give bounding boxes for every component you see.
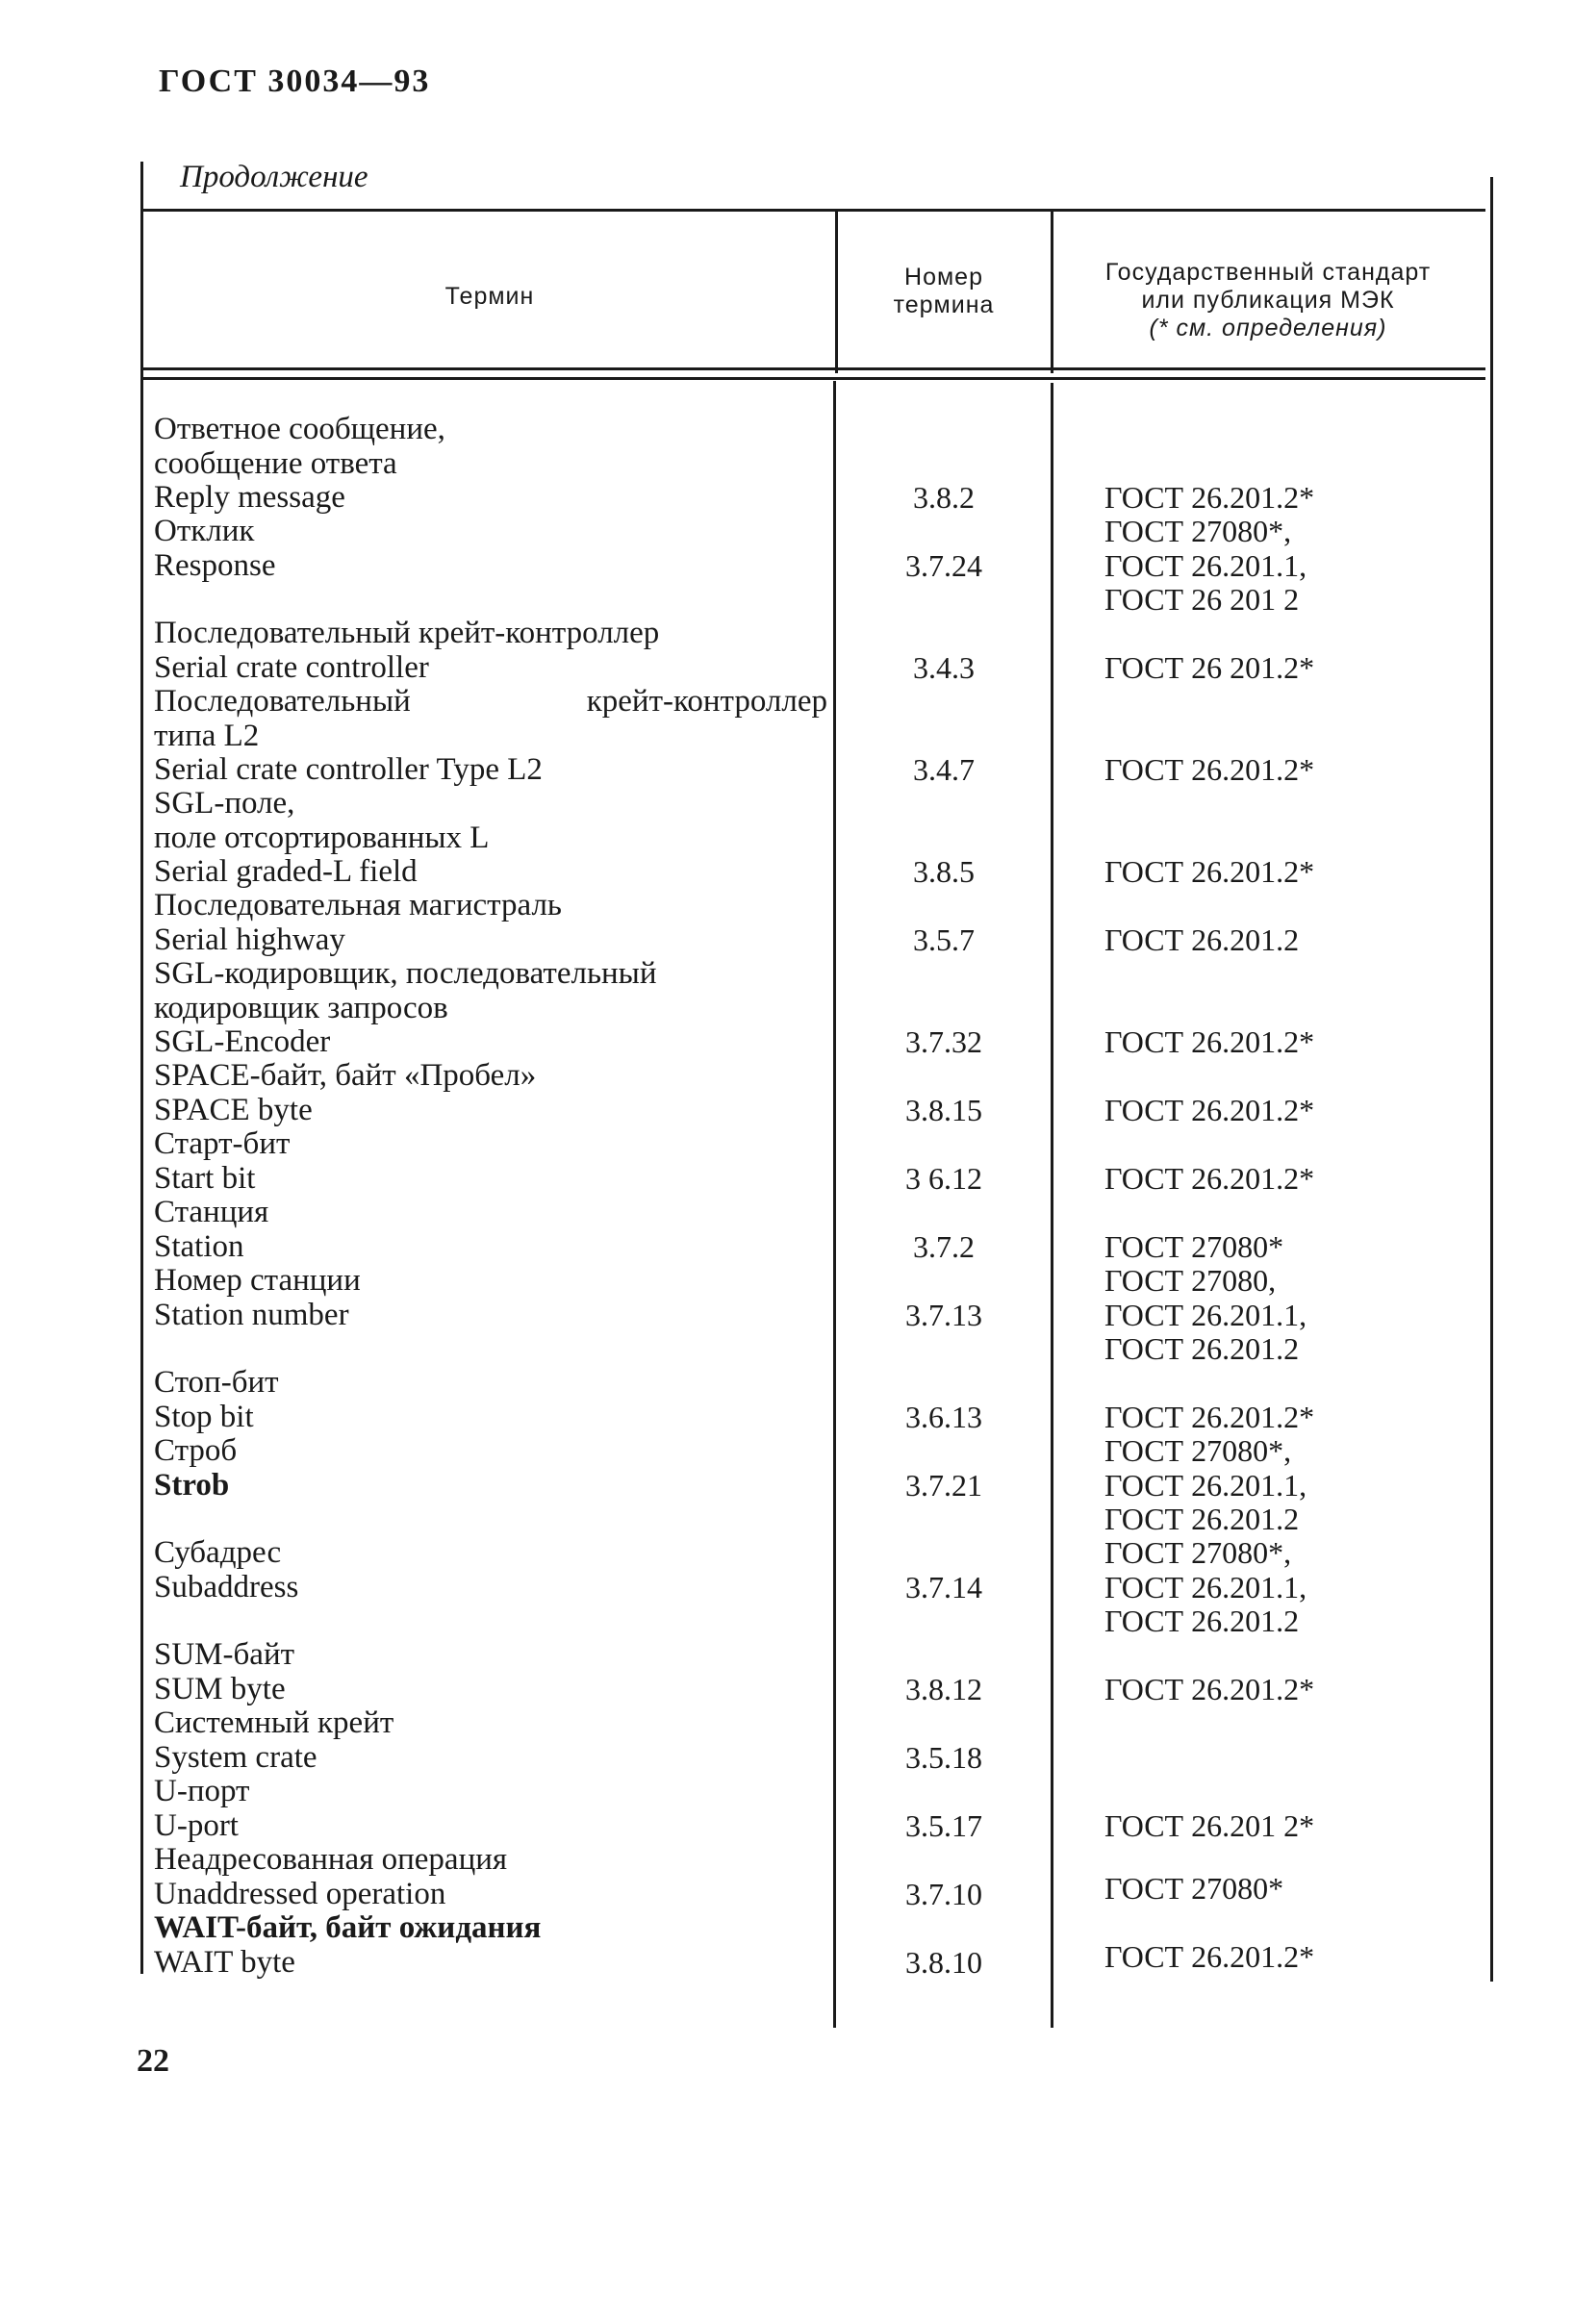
standard-line: ГОСТ 26.201.1, — [1104, 547, 1307, 583]
term-line: SPACE byte — [154, 1092, 313, 1127]
term-number: 3.7.13 — [905, 1298, 982, 1332]
standard-cell — [1104, 1264, 1489, 1367]
term-number: 3.8.5 — [913, 854, 975, 889]
term-line: Strob — [154, 1467, 230, 1503]
term-line: SUM-байт — [154, 1637, 295, 1672]
term-cell — [154, 957, 827, 1060]
body-col-divider-2 — [1051, 383, 1053, 2028]
standard-line: ГОСТ 26.201 2* — [1104, 1808, 1315, 1843]
column-header-standard — [1053, 259, 1484, 342]
term-line: SPACE-байт, байт «Пробел» — [154, 1058, 537, 1093]
standard-line: ГОСТ 27080* — [1104, 1229, 1284, 1264]
term-number: 3.5.17 — [905, 1808, 982, 1843]
term-line: Старт-бит — [154, 1126, 291, 1161]
term-number: 3.8.12 — [905, 1672, 982, 1706]
term-cell — [154, 889, 827, 957]
term-number: 3.5.18 — [905, 1740, 982, 1775]
term-line: SGL-кодировщик, последовательный — [154, 956, 657, 991]
term-line: Serial crate controller Type L2 — [154, 752, 543, 787]
column-header-standard-line: Государственный стандарт — [1104, 259, 1432, 286]
standard-cell — [1104, 1025, 1489, 1060]
term-number: 3.7.14 — [905, 1570, 982, 1604]
term-line: Последовательная магистраль — [154, 888, 562, 922]
standard-cell — [1104, 1809, 1489, 1844]
column-header-standard-line: или публикация МЭК — [1141, 287, 1395, 314]
term-cell — [154, 1059, 827, 1127]
term-line: Station number — [154, 1297, 349, 1332]
term-line: поле отсортированных L — [154, 820, 490, 855]
term-line: Строб — [154, 1433, 238, 1468]
standard-cell — [1104, 753, 1489, 788]
term-line: Unaddressed operation — [154, 1876, 446, 1911]
standard-cell — [1104, 1401, 1489, 1435]
term-cell — [154, 617, 827, 685]
standard-cell — [1104, 1162, 1489, 1197]
term-cell — [154, 1127, 827, 1196]
term-cell — [154, 413, 827, 516]
term-line: WAIT-байт, байт ожидания — [154, 1910, 542, 1945]
term-line: Serial highway — [154, 922, 345, 957]
term-number: 3.4.3 — [913, 650, 975, 685]
term-number: 3.8.10 — [905, 1945, 982, 1980]
standard-line: ГОСТ 26 201.2* — [1104, 650, 1315, 685]
standard-line: ГОСТ 26.201.2* — [1104, 1939, 1315, 1974]
standard-line: ГОСТ 26.201.2 — [1104, 922, 1300, 957]
standard-line: ГОСТ 26.201.2 — [1104, 1331, 1300, 1366]
term-cell — [154, 1911, 827, 1980]
term-number: 3.8.2 — [913, 480, 975, 515]
standard-cell — [1104, 651, 1489, 686]
term-cell — [154, 1843, 827, 1911]
term-cell — [154, 1706, 827, 1775]
term-number: 3.6.13 — [905, 1400, 982, 1434]
term-word: крейт-контроллер — [586, 684, 827, 719]
term-line: Неадресованная операция — [154, 1842, 508, 1877]
table-top-rule — [142, 209, 1485, 212]
term-line: U-port — [154, 1807, 239, 1843]
term-line: Стоп-бит — [154, 1365, 279, 1400]
term-cell — [154, 1775, 827, 1843]
term-line: SGL-Encoder — [154, 1024, 331, 1059]
column-header-term: Термин — [444, 283, 535, 310]
page-number: 22 — [137, 2043, 169, 2079]
standard-line: ГОСТ 27080* — [1104, 1871, 1284, 1906]
column-header-number-line: Номер — [904, 264, 983, 290]
term-line — [154, 685, 827, 720]
standard-line: ГОСТ 26.201.1, — [1104, 1297, 1307, 1332]
standard-cell — [1104, 1940, 1489, 1975]
standard-line: ГОСТ 27080*, — [1104, 1535, 1292, 1570]
term-line: Serial crate controller — [154, 649, 429, 685]
column-header-number-line: термина — [893, 291, 995, 318]
standard-cell — [1104, 1230, 1489, 1265]
term-line: типа L2 — [154, 718, 260, 753]
term-line: Reply message — [154, 480, 345, 515]
standard-line: ГОСТ 26.201.2* — [1104, 752, 1315, 787]
standard-line: ГОСТ 26.201.2 — [1104, 1502, 1300, 1536]
standard-line: ГОСТ 26.201.2* — [1104, 1093, 1315, 1127]
term-cell — [154, 1434, 827, 1503]
term-number: 3.8.15 — [905, 1093, 982, 1127]
term-number: 3 6.12 — [905, 1161, 982, 1196]
standard-cell — [1104, 923, 1489, 958]
term-cell — [154, 1264, 827, 1332]
term-line: Station — [154, 1228, 244, 1264]
term-number: 3.7.21 — [905, 1468, 982, 1503]
header-rule-2 — [142, 377, 1485, 380]
standard-line: ГОСТ 26.201.1, — [1104, 1569, 1307, 1604]
term-number: 3.7.24 — [905, 548, 982, 583]
header-rule-1 — [142, 367, 1485, 370]
table-right-border — [1490, 177, 1493, 1982]
standard-line: ГОСТ 26.201.2* — [1104, 1024, 1315, 1059]
term-line: SGL-поле, — [154, 786, 295, 821]
standard-line: ГОСТ 26.201.2* — [1104, 1400, 1315, 1434]
standard-cell — [1104, 1094, 1489, 1128]
term-line: Serial graded-L field — [154, 854, 418, 889]
standard-line: ГОСТ 27080*, — [1104, 1433, 1292, 1468]
standard-line: ГОСТ 26.201.2* — [1104, 854, 1315, 889]
term-line: Subaddress — [154, 1569, 299, 1604]
standard-line: ГОСТ 26.201.2* — [1104, 480, 1315, 515]
document-title: ГОСТ 30034—93 — [159, 63, 431, 99]
term-line: сообщение ответа — [154, 445, 397, 481]
term-number: 3.7.10 — [905, 1877, 982, 1911]
term-number: 3.7.2 — [913, 1229, 975, 1264]
term-line: WAIT byte — [154, 1944, 295, 1980]
continuation-label: Продолжение — [180, 160, 368, 194]
standard-cell — [1104, 1872, 1489, 1907]
term-line: Отклик — [154, 514, 255, 548]
standard-line: ГОСТ 27080*, — [1104, 514, 1292, 548]
term-cell — [154, 787, 827, 890]
standard-cell — [1104, 1673, 1489, 1707]
term-line: Ответное сообщение, — [154, 412, 445, 446]
term-line: Start bit — [154, 1160, 256, 1196]
term-line: Станция — [154, 1195, 269, 1229]
term-line: Stop bit — [154, 1399, 254, 1434]
term-line: Субадрес — [154, 1535, 282, 1570]
term-line: U-порт — [154, 1774, 250, 1808]
term-cell — [154, 685, 827, 788]
term-line: Системный крейт — [154, 1705, 394, 1740]
standard-cell — [1104, 1536, 1489, 1639]
term-line: System crate — [154, 1739, 317, 1775]
term-cell — [154, 1366, 827, 1434]
standard-line: ГОСТ 26.201.1, — [1104, 1467, 1307, 1503]
term-word: Последовательный — [154, 684, 411, 719]
column-header-number — [837, 264, 1051, 319]
term-line: Response — [154, 547, 276, 583]
term-number: 3.7.32 — [905, 1024, 982, 1059]
term-line: Номер станции — [154, 1263, 361, 1298]
term-cell — [154, 1638, 827, 1706]
standard-cell — [1104, 855, 1489, 890]
column-header-standard-note: (* см. определения) — [1149, 315, 1387, 341]
term-number: 3.5.7 — [913, 922, 975, 957]
term-line: Последовательный крейт-контроллер — [154, 616, 660, 650]
term-cell — [154, 515, 827, 583]
standard-cell — [1104, 1434, 1489, 1537]
standard-line: ГОСТ 26.201.2 — [1104, 1604, 1300, 1638]
term-line: SUM byte — [154, 1671, 286, 1706]
term-number: 3.4.7 — [913, 752, 975, 787]
table-left-border — [140, 162, 143, 1974]
standard-cell — [1104, 515, 1489, 618]
standard-line: ГОСТ 26.201.2* — [1104, 1672, 1315, 1706]
term-line: кодировщик запросов — [154, 990, 448, 1025]
standard-line: ГОСТ 27080, — [1104, 1263, 1277, 1298]
standard-cell — [1104, 481, 1489, 516]
term-cell — [154, 1536, 827, 1604]
body-col-divider-1 — [833, 381, 836, 2028]
standard-line: ГОСТ 26 201 2 — [1104, 582, 1300, 617]
standard-line: ГОСТ 26.201.2* — [1104, 1161, 1315, 1196]
term-cell — [154, 1196, 827, 1264]
